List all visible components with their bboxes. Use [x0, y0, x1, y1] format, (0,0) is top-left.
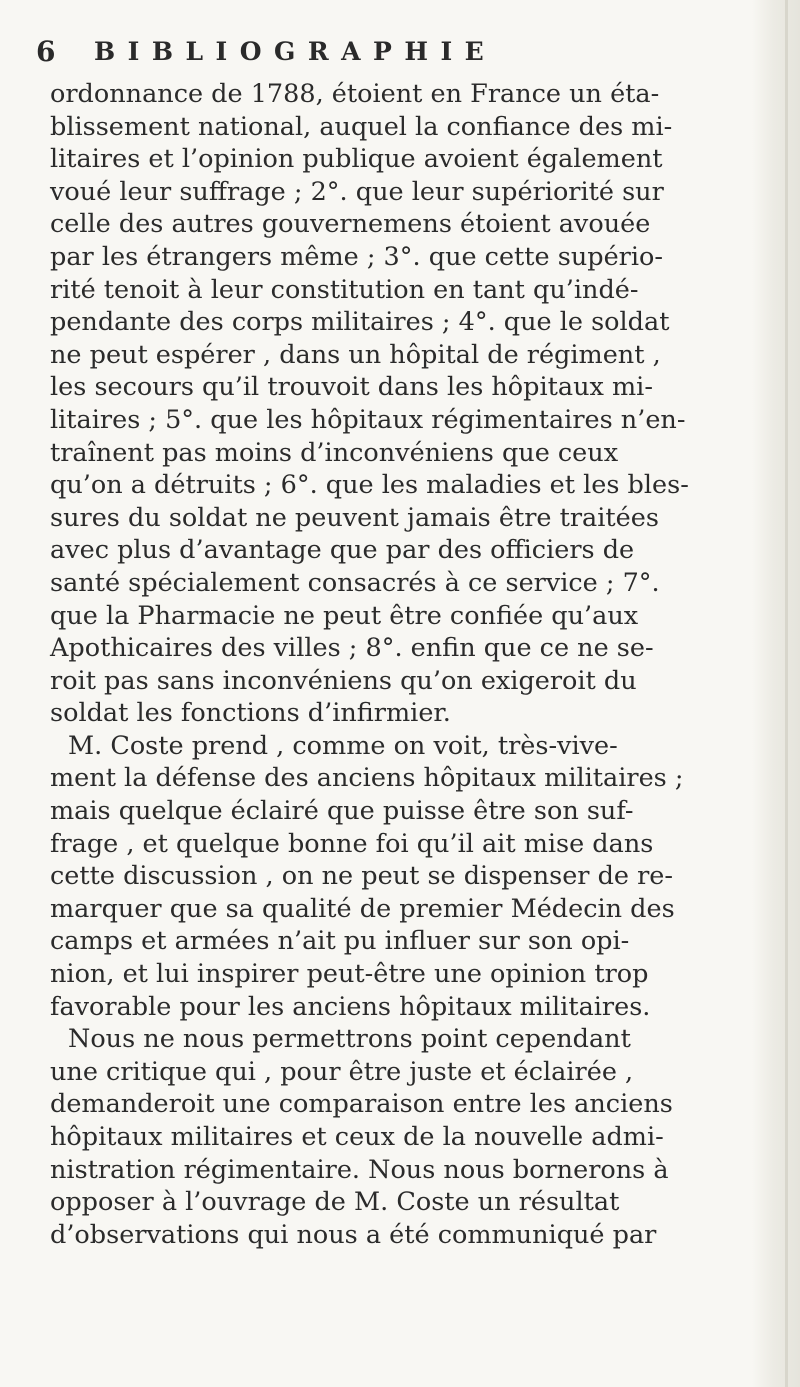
paragraph-start-line: Nous ne nous permettrons point cependant [68, 1024, 631, 1055]
text-line: celle des autres gouvernemens étoient avouée [50, 209, 651, 240]
text-line: santé spécialement consacrés à ce service ; 7°. [50, 567, 660, 598]
text-line: traînent pas moins d’inconvéniens que ceux [50, 437, 619, 468]
text-line: ordonnance de 1788, étoient en France un éta- [50, 79, 660, 109]
text-line: frage , et quelque bonne foi qu’il ait mise dans [50, 828, 654, 859]
text-line: ment la défense des anciens hôpitaux militaires ; [50, 763, 684, 794]
text-line: ne peut espérer , dans un hôpital de régiment , [50, 339, 661, 370]
text-line: mais quelque éclairé que puisse être son suf- [50, 796, 634, 827]
page-number: 6 [36, 35, 56, 68]
page-edge [785, 0, 788, 1387]
text-line: d’observations qui nous a été communiqué par [50, 1219, 657, 1250]
text-line: nistration régimentaire. Nous nous bornerons à [50, 1154, 669, 1185]
text-line: camps et armées n’ait pu influer sur son opi- [50, 926, 630, 957]
text-line: voué leur suffrage ; 2°. que leur supériorité sur [50, 176, 664, 207]
text-line: nion, et lui inspirer peut-être une opinion trop [50, 959, 649, 990]
text-line: que la Pharmacie ne peut être confiée qu’aux [50, 600, 639, 631]
text-line: cette discussion , on ne peut se dispenser de re- [50, 861, 674, 892]
text-line: opposer à l’ouvrage de M. Coste un résultat [50, 1187, 620, 1218]
text-line: sures du soldat ne peuvent jamais être traitées [50, 502, 659, 533]
text-line: hôpitaux militaires et ceux de la nouvelle admi- [50, 1122, 664, 1152]
text-line: pendante des corps militaires ; 4°. que le soldat [50, 307, 670, 338]
text-line: qu’on a détruits ; 6°. que les maladies et les bles- [50, 470, 689, 501]
text-line: rité tenoit à leur constitution en tant qu’indé- [50, 274, 639, 305]
text-line: blissement national, auquel la confiance des mi- [50, 111, 673, 142]
text-line: soldat les fonctions d’infirmier. [50, 698, 451, 729]
text-line: une critique qui , pour être juste et éclairée , [50, 1056, 634, 1087]
text-line: litaires ; 5°. que les hôpitaux régimentaires n’en- [50, 404, 686, 435]
running-title: BIBLIOGRAPHIE [94, 37, 497, 66]
text-line: litaires et l’opinion publique avoient également [50, 144, 663, 175]
text-line: avec plus d’avantage que par des officiers de [50, 535, 635, 566]
text-line: demanderoit une comparaison entre les anciens [50, 1089, 673, 1120]
text-line: favorable pour les anciens hôpitaux militaires. [50, 991, 651, 1022]
text-line: Apothicaires des villes ; 8°. enfin que ce ne se- [50, 633, 654, 664]
paragraph-start-line: M. Coste prend , comme on voit, très-vive- [68, 730, 618, 761]
running-head [36, 32, 756, 72]
body-text [50, 78, 780, 1251]
text-line: les secours qu’il trouvoit dans les hôpitaux mi- [50, 372, 653, 403]
text-line: par les étrangers même ; 3°. que cette supério- [50, 241, 663, 272]
text-line: roit pas sans inconvéniens qu’on exigeroit du [50, 665, 637, 696]
text-line: marquer que sa qualité de premier Médecin des [50, 893, 675, 924]
